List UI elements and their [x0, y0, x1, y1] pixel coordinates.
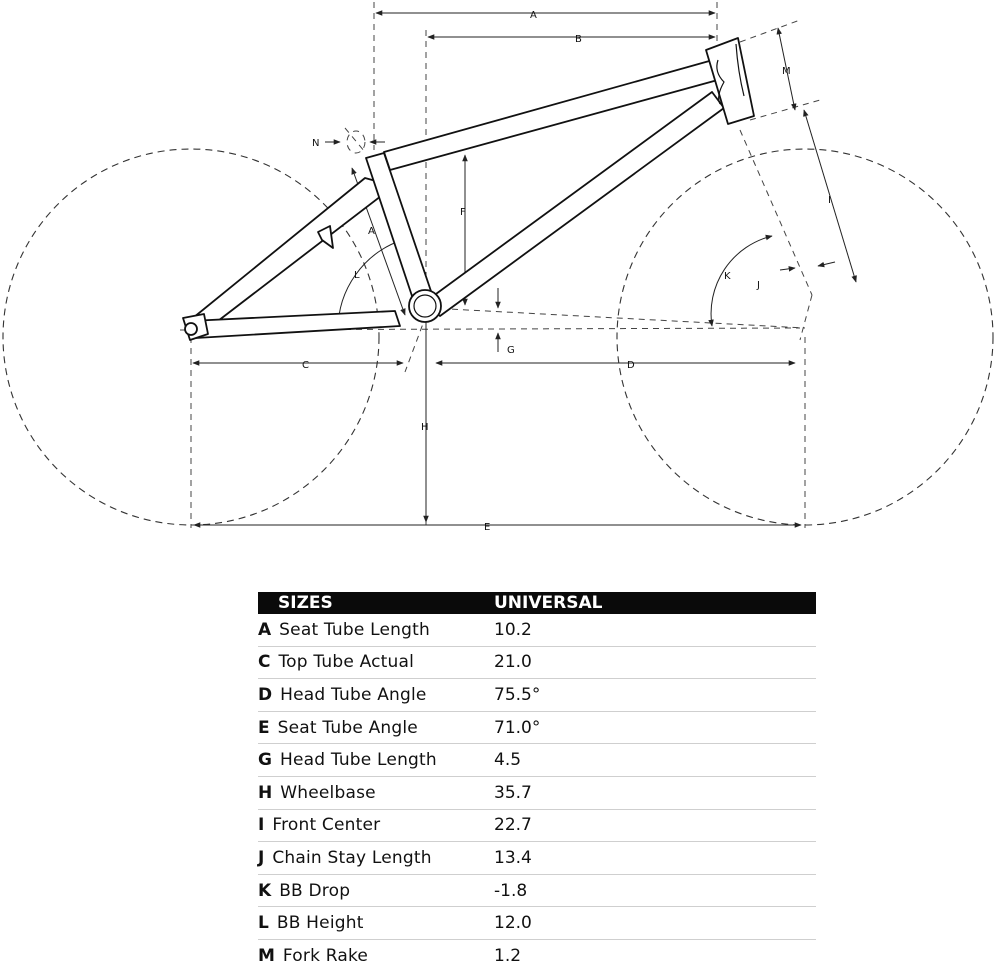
dim-label-h: H	[421, 422, 429, 433]
dim-label-g: G	[507, 345, 515, 356]
table-row	[258, 940, 816, 972]
table-row	[258, 712, 816, 745]
dim-label-m: M	[782, 66, 791, 77]
row-value: 35.7	[494, 782, 532, 803]
dim-label-f: F	[460, 207, 466, 218]
row-name: Head Tube Angle	[280, 684, 427, 705]
dimension-lines	[193, 13, 856, 525]
table-row	[258, 614, 816, 647]
row-value: 12.0	[494, 913, 532, 934]
dim-label-a-top: A	[530, 10, 537, 21]
dim-label-l: L	[354, 270, 360, 281]
row-name: Wheelbase	[280, 782, 376, 803]
dim-label-c: C	[302, 360, 309, 371]
dim-label-b: B	[575, 34, 582, 45]
row-name: BB Height	[276, 913, 364, 934]
row-label	[258, 815, 494, 835]
row-value: 13.4	[494, 847, 532, 868]
row-label	[258, 848, 494, 868]
row-letter: L	[258, 913, 269, 934]
row-value: 1.2	[494, 945, 522, 966]
row-value: 4.5	[494, 750, 522, 771]
table-body	[258, 614, 816, 972]
row-label	[258, 718, 494, 738]
bike-frame	[183, 38, 754, 340]
table-row	[258, 744, 816, 777]
table-row	[258, 842, 816, 875]
row-letter: C	[258, 652, 271, 673]
row-value: -1.8	[494, 880, 528, 901]
row-letter: I	[258, 815, 265, 836]
row-label	[258, 946, 494, 966]
seatpost-clamp-outline	[347, 131, 365, 153]
row-label	[258, 652, 494, 672]
row-name: BB Drop	[279, 880, 351, 901]
table-row	[258, 777, 816, 810]
table-header	[258, 592, 816, 614]
dim-label-k: K	[724, 271, 731, 282]
row-name: Fork Rake	[282, 945, 369, 966]
dim-label-e: E	[484, 522, 491, 533]
row-letter: A	[258, 619, 272, 640]
row-label	[258, 913, 494, 933]
row-value: 71.0°	[494, 717, 541, 738]
header-universal-label: UNIVERSAL	[494, 593, 603, 613]
row-letter: J	[258, 847, 265, 868]
row-letter: E	[258, 717, 270, 738]
dim-label-n: N	[312, 138, 320, 149]
row-value: 22.7	[494, 815, 532, 836]
table-row	[258, 907, 816, 940]
row-label	[258, 620, 494, 640]
row-name: Head Tube Length	[279, 750, 437, 771]
row-name: Seat Tube Angle	[277, 717, 418, 738]
row-name: Front Center	[272, 815, 381, 836]
table-row	[258, 647, 816, 680]
row-name: Top Tube Actual	[278, 652, 415, 673]
dim-label-d: D	[627, 360, 635, 371]
row-label	[258, 685, 494, 705]
row-letter: G	[258, 750, 272, 771]
header-sizes-label: SIZES	[278, 593, 333, 613]
row-letter: M	[258, 945, 275, 966]
row-letter: D	[258, 684, 273, 705]
table-row	[258, 810, 816, 843]
table-row	[258, 679, 816, 712]
dim-label-a-seat: A	[368, 226, 375, 237]
geometry-table	[258, 592, 816, 972]
row-value: 75.5°	[494, 684, 541, 705]
row-label	[258, 881, 494, 901]
row-letter: K	[258, 880, 272, 901]
dim-label-j: J	[757, 280, 760, 291]
row-label	[258, 750, 494, 770]
row-label	[258, 783, 494, 803]
row-value: 21.0	[494, 652, 532, 673]
row-name: Seat Tube Length	[279, 619, 430, 640]
row-letter: H	[258, 782, 273, 803]
table-row	[258, 875, 816, 908]
row-name: Chain Stay Length	[272, 847, 432, 868]
dim-label-i: I	[828, 195, 831, 206]
dimension-letter-labels	[302, 10, 831, 533]
row-value: 10.2	[494, 619, 532, 640]
